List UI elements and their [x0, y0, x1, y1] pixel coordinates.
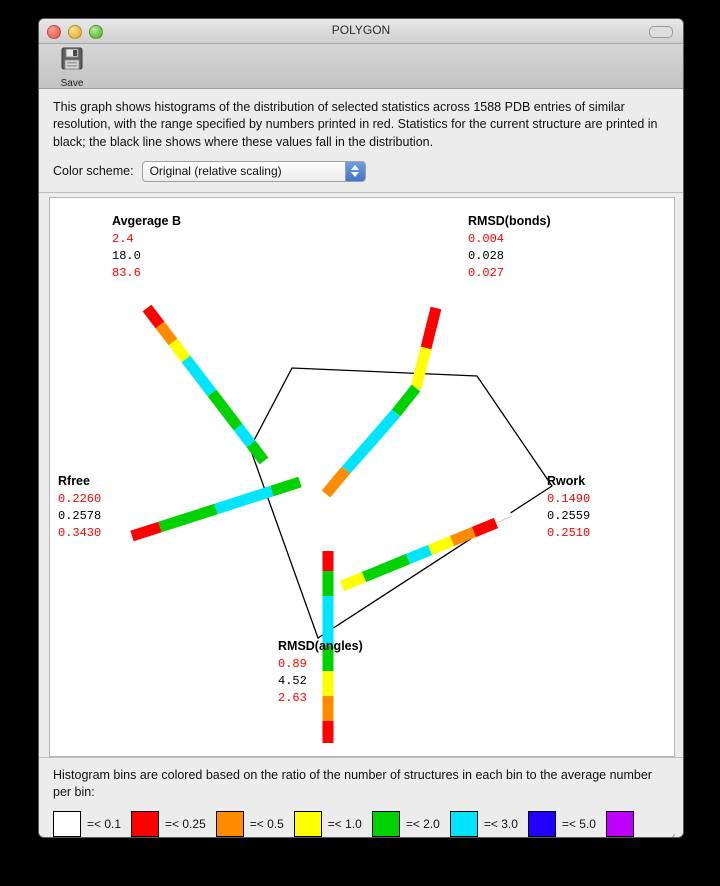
resize-grip[interactable]: [666, 831, 680, 839]
legend-swatch: [53, 811, 81, 837]
color-scheme-row: [39, 155, 683, 193]
spoke-rwork: [342, 516, 512, 586]
description-text: This graph shows histograms of the distribution of selected statistics across 1588 PDB entries of similar resolution, with the range specified by numbers printed in red. Statistics for the current structure are printed in black; the black line shows where these values fall in the distribution.: [39, 89, 683, 155]
graph-area: [39, 193, 683, 757]
legend-swatch-label: =< 5.0: [561, 816, 596, 831]
legend-swatch: [131, 811, 159, 837]
legend-swatch: [450, 811, 478, 837]
polygon-chart[interactable]: [49, 197, 675, 757]
window-title: POLYGON: [331, 23, 391, 37]
application-window: [38, 18, 684, 838]
legend-swatch: [606, 811, 634, 837]
color-scheme-select[interactable]: [142, 161, 366, 182]
toolbar-toggle-button[interactable]: [649, 26, 673, 38]
legend-swatch-label: =< 0.1: [87, 816, 122, 831]
legend-description: Histogram bins are colored based on the ratio of the number of structures in each bin to the average number per bin:: [53, 767, 652, 799]
legend-swatch-label: =< 1.0: [327, 816, 362, 831]
legend: [39, 757, 683, 838]
spoke-avgerage-b: [147, 308, 264, 461]
legend-swatch: [216, 811, 244, 837]
color-scheme-label: Color scheme:: [53, 164, 134, 179]
legend-swatch: [294, 811, 322, 837]
save-button[interactable]: [47, 46, 97, 89]
floppy-disk-icon: [47, 46, 97, 79]
legend-swatch-label: =< 0.25: [165, 816, 206, 831]
axis-label-rmsd-bonds: RMSD(bonds) 0.004 0.028 0.027: [468, 213, 551, 280]
chevron-updown-icon[interactable]: [345, 162, 365, 181]
spoke-rfree: [110, 482, 300, 543]
window-titlebar[interactable]: [39, 19, 683, 44]
legend-swatch-label: =< 0.5: [249, 816, 284, 831]
spoke-rmsd-bonds: [326, 308, 436, 494]
legend-swatch-label: =< 3.0: [483, 816, 518, 831]
axis-label-avgerage-b: Avgerage B 2.4 18.0 83.6: [112, 213, 182, 280]
save-button-label: Save: [60, 78, 84, 89]
axis-label-rmsd-angles: RMSD(angles) 0.89 4.52 2.63: [278, 638, 363, 705]
toolbar: [39, 44, 683, 89]
axis-label-rwork: Rwork 0.1490 0.2559 0.2510: [547, 473, 591, 540]
axis-label-rfree: Rfree 0.2260 0.2578 0.3430: [58, 473, 102, 540]
legend-swatch-label: =< 2.0: [405, 816, 440, 831]
color-scheme-value: Original (relative scaling): [149, 164, 282, 179]
legend-swatch: [528, 811, 556, 837]
legend-swatches: [53, 811, 669, 837]
legend-swatch: [372, 811, 400, 837]
